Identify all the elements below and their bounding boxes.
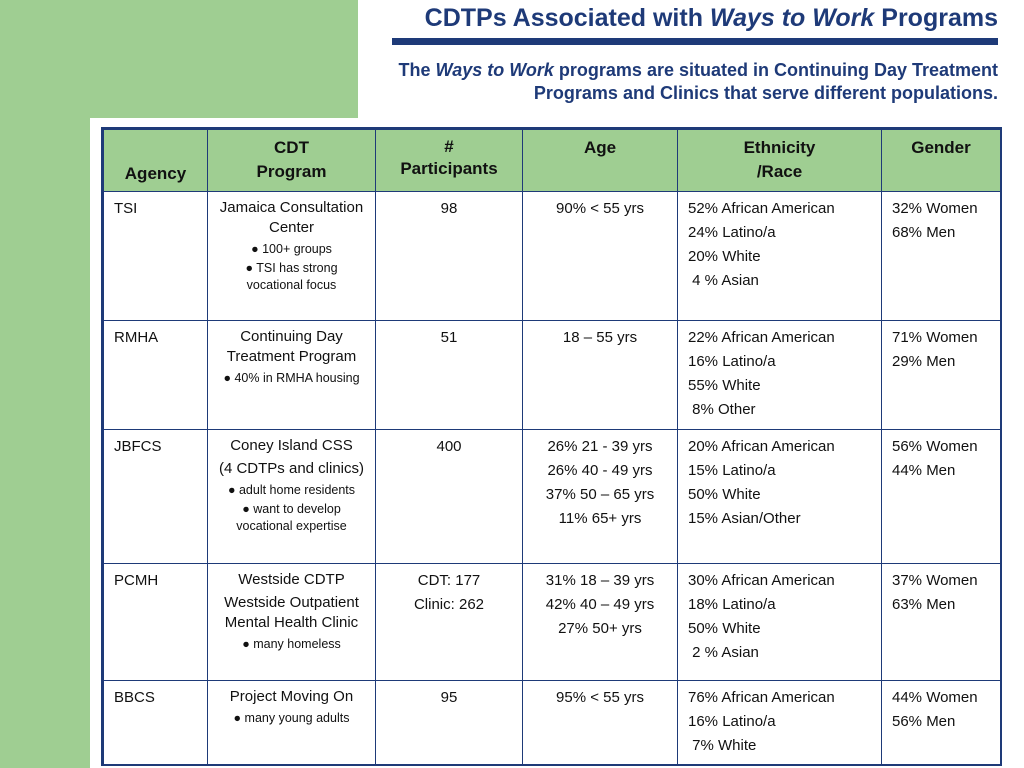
- cell-cdt-program: [208, 192, 376, 321]
- cell-agency: [104, 321, 208, 430]
- cell-cdt-program: [208, 681, 376, 766]
- ethnicity-line: 20% African American: [688, 438, 835, 455]
- cell-cdt-program: [208, 321, 376, 430]
- cell-ethnicity: [678, 681, 882, 766]
- gender-line: 71% Women: [892, 329, 978, 346]
- age-line: 37% 50 – 65 yrs: [545, 486, 655, 503]
- gender-line: 63% Men: [892, 596, 956, 613]
- program-line: Westside CDTP: [238, 571, 345, 588]
- ethnicity-line: 16% Latino/a: [688, 713, 776, 730]
- age-line: 18 – 55 yrs: [562, 329, 638, 346]
- notes-line: ● many young adults: [233, 711, 350, 725]
- ethnicity-line: 24% Latino/a: [688, 224, 776, 241]
- cell-participants: [376, 321, 523, 430]
- cell-ethnicity: [678, 192, 882, 321]
- cell-gender: [882, 681, 1001, 766]
- cell-cdt-program: [208, 564, 376, 681]
- participants-line: 51: [440, 329, 458, 346]
- cell-agency: [104, 681, 208, 766]
- ethnicity-line: 15% Latino/a: [688, 462, 776, 479]
- cell-ethnicity: [678, 430, 882, 564]
- cell-gender: [882, 192, 1001, 321]
- table-row: [104, 681, 1001, 766]
- gender-line: 32% Women: [892, 200, 978, 217]
- cell-age: [523, 681, 678, 766]
- age-line: 26% 40 - 49 yrs: [547, 462, 653, 479]
- slide-subtitle: [370, 59, 998, 105]
- table-row: [104, 430, 1001, 564]
- gender-line: 44% Men: [892, 462, 956, 479]
- programs-table-container: [101, 127, 1002, 766]
- slide-title: [425, 4, 998, 33]
- notes-line: ● 40% in RMHA housing: [223, 371, 360, 385]
- header-ethnicity: Ethnicity /Race: [678, 130, 882, 192]
- table-row: [104, 564, 1001, 681]
- cell-participants: [376, 192, 523, 321]
- ethnicity-line: 22% African American: [688, 329, 835, 346]
- cell-agency: [104, 430, 208, 564]
- gender-line: 56% Women: [892, 438, 978, 455]
- subtitle-italic: Ways to Work: [435, 60, 554, 80]
- cell-gender: [882, 321, 1001, 430]
- ethnicity-line: 55% White: [688, 377, 761, 394]
- cell-ethnicity: [678, 564, 882, 681]
- gender-line: 44% Women: [892, 689, 978, 706]
- subtitle-part1: The: [398, 60, 436, 80]
- header-agency: Agency: [104, 130, 208, 192]
- table-header-row: [104, 130, 1001, 192]
- ethnicity-line: 4 % Asian: [688, 272, 759, 289]
- program-line: Westside Outpatient Mental Health Clinic: [224, 594, 359, 631]
- cell-agency: [104, 564, 208, 681]
- ethnicity-line: 52% African American: [688, 200, 835, 217]
- header-age: Age: [523, 130, 678, 192]
- header-cdt-program: CDT Program: [208, 130, 376, 192]
- cell-gender: [882, 564, 1001, 681]
- participants-line: CDT: 177: [417, 572, 481, 589]
- ethnicity-line: 50% White: [688, 620, 761, 637]
- agency-name: BBCS: [114, 689, 155, 706]
- cell-agency: [104, 192, 208, 321]
- gender-line: 56% Men: [892, 713, 956, 730]
- title-rule: [392, 38, 998, 45]
- age-line: 27% 50+ yrs: [558, 620, 642, 637]
- agency-name: JBFCS: [114, 438, 162, 455]
- notes-line: ● 100+ groups: [251, 242, 332, 256]
- cell-age: [523, 321, 678, 430]
- ethnicity-line: 18% Latino/a: [688, 596, 776, 613]
- ethnicity-line: 8% Other: [688, 401, 756, 418]
- cell-cdt-program: [208, 430, 376, 564]
- ethnicity-line: 16% Latino/a: [688, 353, 776, 370]
- agency-name: PCMH: [114, 572, 159, 589]
- notes-line: ● want to develop vocational expertise: [236, 502, 347, 533]
- participants-line: Clinic: 262: [413, 596, 485, 613]
- program-line: Project Moving On: [229, 688, 354, 705]
- ethnicity-line: 20% White: [688, 248, 761, 265]
- age-line: 11% 65+ yrs: [558, 510, 642, 527]
- participants-line: 95: [440, 689, 458, 706]
- participants-line: 400: [436, 438, 462, 455]
- age-line: 26% 21 - 39 yrs: [547, 438, 653, 455]
- cell-participants: [376, 681, 523, 766]
- ethnicity-line: 7% White: [688, 737, 757, 754]
- cell-participants: [376, 430, 523, 564]
- subtitle-part2: programs are situated in Continuing Day Treatment Programs and Clinics that serve different populations.: [533, 60, 998, 103]
- title-italic: Ways to Work: [709, 4, 875, 32]
- programs-table: [103, 129, 1001, 766]
- ethnicity-line: 15% Asian/Other: [688, 510, 801, 527]
- age-line: 90% < 55 yrs: [556, 200, 644, 217]
- program-line: Coney Island CSS: [230, 437, 353, 454]
- cell-age: [523, 192, 678, 321]
- ethnicity-line: 76% African American: [688, 689, 835, 706]
- program-line: (4 CDTPs and clinics): [218, 460, 365, 477]
- header-participants: # Participants: [376, 130, 523, 192]
- cell-participants: [376, 564, 523, 681]
- cell-gender: [882, 430, 1001, 564]
- cell-age: [523, 430, 678, 564]
- title-part1: CDTPs Associated with: [424, 4, 710, 32]
- table-row: [104, 321, 1001, 430]
- table-row: [104, 192, 1001, 321]
- header-gender: Gender: [882, 130, 1001, 192]
- program-line: Continuing Day Treatment Program: [226, 328, 357, 365]
- notes-line: ● adult home residents: [227, 483, 356, 497]
- title-part2: Programs: [874, 4, 998, 32]
- ethnicity-line: 2 % Asian: [688, 644, 759, 661]
- gender-line: 29% Men: [892, 353, 956, 370]
- ethnicity-line: 50% White: [688, 486, 761, 503]
- age-line: 31% 18 – 39 yrs: [545, 572, 655, 589]
- participants-line: 98: [440, 200, 458, 217]
- agency-name: TSI: [114, 200, 138, 217]
- ethnicity-line: 30% African American: [688, 572, 835, 589]
- gender-line: 68% Men: [892, 224, 956, 241]
- notes-line: ● many homeless: [242, 637, 341, 651]
- agency-name: RMHA: [114, 329, 159, 346]
- notes-line: ● TSI has strong vocational focus: [245, 261, 338, 292]
- gender-line: 37% Women: [892, 572, 978, 589]
- age-line: 95% < 55 yrs: [556, 689, 644, 706]
- program-line: Jamaica Consultation Center: [219, 199, 364, 236]
- cell-age: [523, 564, 678, 681]
- cell-ethnicity: [678, 321, 882, 430]
- age-line: 42% 40 – 49 yrs: [545, 596, 655, 613]
